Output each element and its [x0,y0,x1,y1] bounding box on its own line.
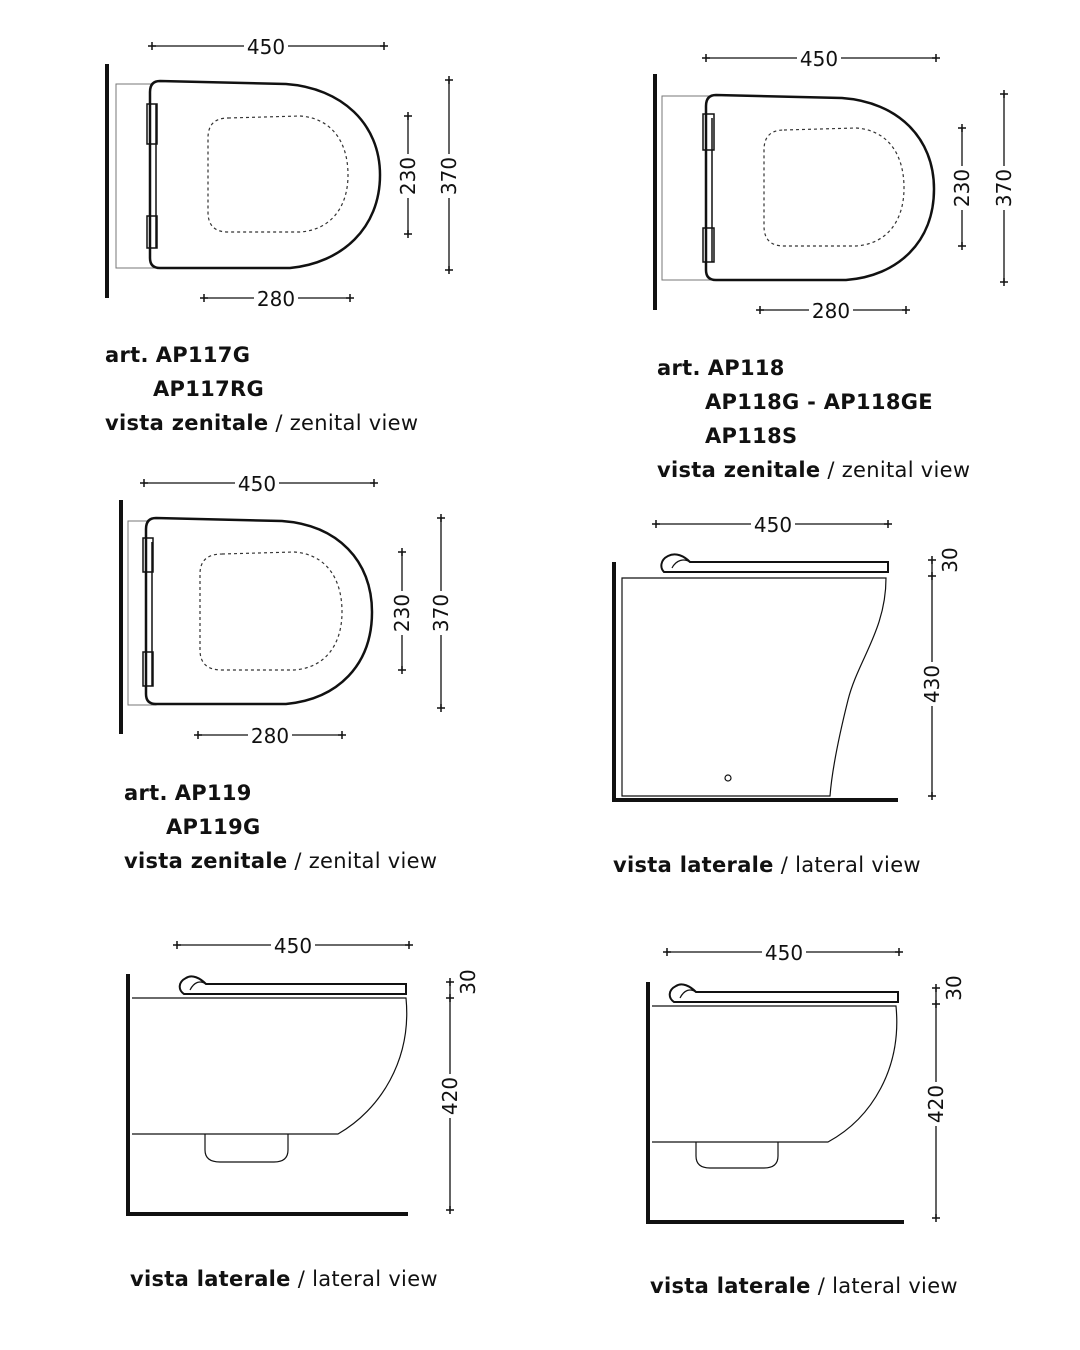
view-label-it: vista zenitale [105,411,269,435]
seat-profile [180,976,406,994]
seat-lid-outline [706,95,934,280]
width-dimension: 450 [246,35,286,59]
depth-dimension: 370 [429,593,453,633]
view-label-en: lateral view [795,853,921,877]
width-dimension: 450 [753,513,793,537]
lateral-view-floor [614,512,962,800]
seat-lid-outline [146,518,372,704]
view-label-it: vista laterale [650,1274,811,1298]
article-code: AP118G - AP118GE [705,390,933,414]
article-code: AP119 [174,781,252,805]
seat-lid-outline [150,81,380,268]
view-separator: / [810,1274,833,1298]
seat-opening-dimension: 230 [390,593,414,633]
caption-lateral-wall-2 [650,1269,958,1303]
hinge-base-dimension: 280 [256,287,296,311]
caption-prefix: art. [124,781,168,805]
lateral-view-wall-1 [128,933,480,1214]
caption-lateral-wall-1 [130,1262,438,1296]
width-dimension: 450 [237,472,277,496]
view-label-it: vista zenitale [657,458,821,482]
seat-height-dimension: 30 [938,547,962,573]
view-separator: / [820,458,842,482]
bowl-profile [652,1006,897,1142]
lateral-view-wall-2 [648,940,966,1222]
seat-height-dimension: 30 [456,969,480,995]
wall-floor-line [648,982,904,1222]
top-view-ap117 [107,34,461,311]
article-code: AP119G [166,815,261,839]
width-dimension: 450 [273,934,313,958]
caption-ap118 [657,351,970,487]
article-code: AP118S [705,424,798,448]
seat-opening-dimension: 230 [950,168,974,208]
top-view-ap118 [655,46,1016,323]
seat-opening-dimension: 230 [396,156,420,196]
view-label-en: zenital view [289,411,419,435]
bowl-height-dimension: 420 [924,1084,948,1124]
depth-dimension: 370 [992,168,1016,208]
hinge-base-dimension: 280 [811,299,851,323]
view-label-it: vista laterale [130,1267,291,1291]
outlet-profile [696,1142,778,1168]
caption-prefix: art. [105,343,149,367]
wall-floor-line [128,974,408,1214]
article-code: AP118 [707,356,785,380]
view-label-en: zenital view [841,458,971,482]
article-code: AP117RG [153,377,264,401]
depth-dimension: 370 [437,156,461,196]
seat-height-dimension: 30 [942,975,966,1001]
bowl-height-dimension: 420 [438,1076,462,1116]
view-label-it: vista laterale [613,853,774,877]
wall-floor-line [614,562,898,800]
view-separator: / [773,853,796,877]
top-view-ap119 [121,471,453,748]
view-separator: / [268,411,290,435]
hinge-base-dimension: 280 [250,724,290,748]
caption-lateral-floor [613,848,921,882]
bowl-height-dimension: 430 [920,664,944,704]
bowl-profile [622,578,886,796]
caption-ap119 [124,776,437,878]
view-label-en: zenital view [308,849,438,873]
view-label-it: vista zenitale [124,849,288,873]
fixing-hole [725,775,731,781]
width-dimension: 450 [799,47,839,71]
view-label-en: lateral view [312,1267,438,1291]
width-dimension: 450 [764,941,804,965]
article-code: AP117G [155,343,251,367]
bowl-profile [132,998,407,1134]
view-label-en: lateral view [832,1274,958,1298]
seat-profile [661,554,888,572]
outlet-profile [205,1134,288,1162]
seat-profile [670,984,898,1002]
caption-prefix: art. [657,356,701,380]
view-separator: / [287,849,309,873]
view-separator: / [290,1267,313,1291]
caption-ap117 [105,338,418,440]
